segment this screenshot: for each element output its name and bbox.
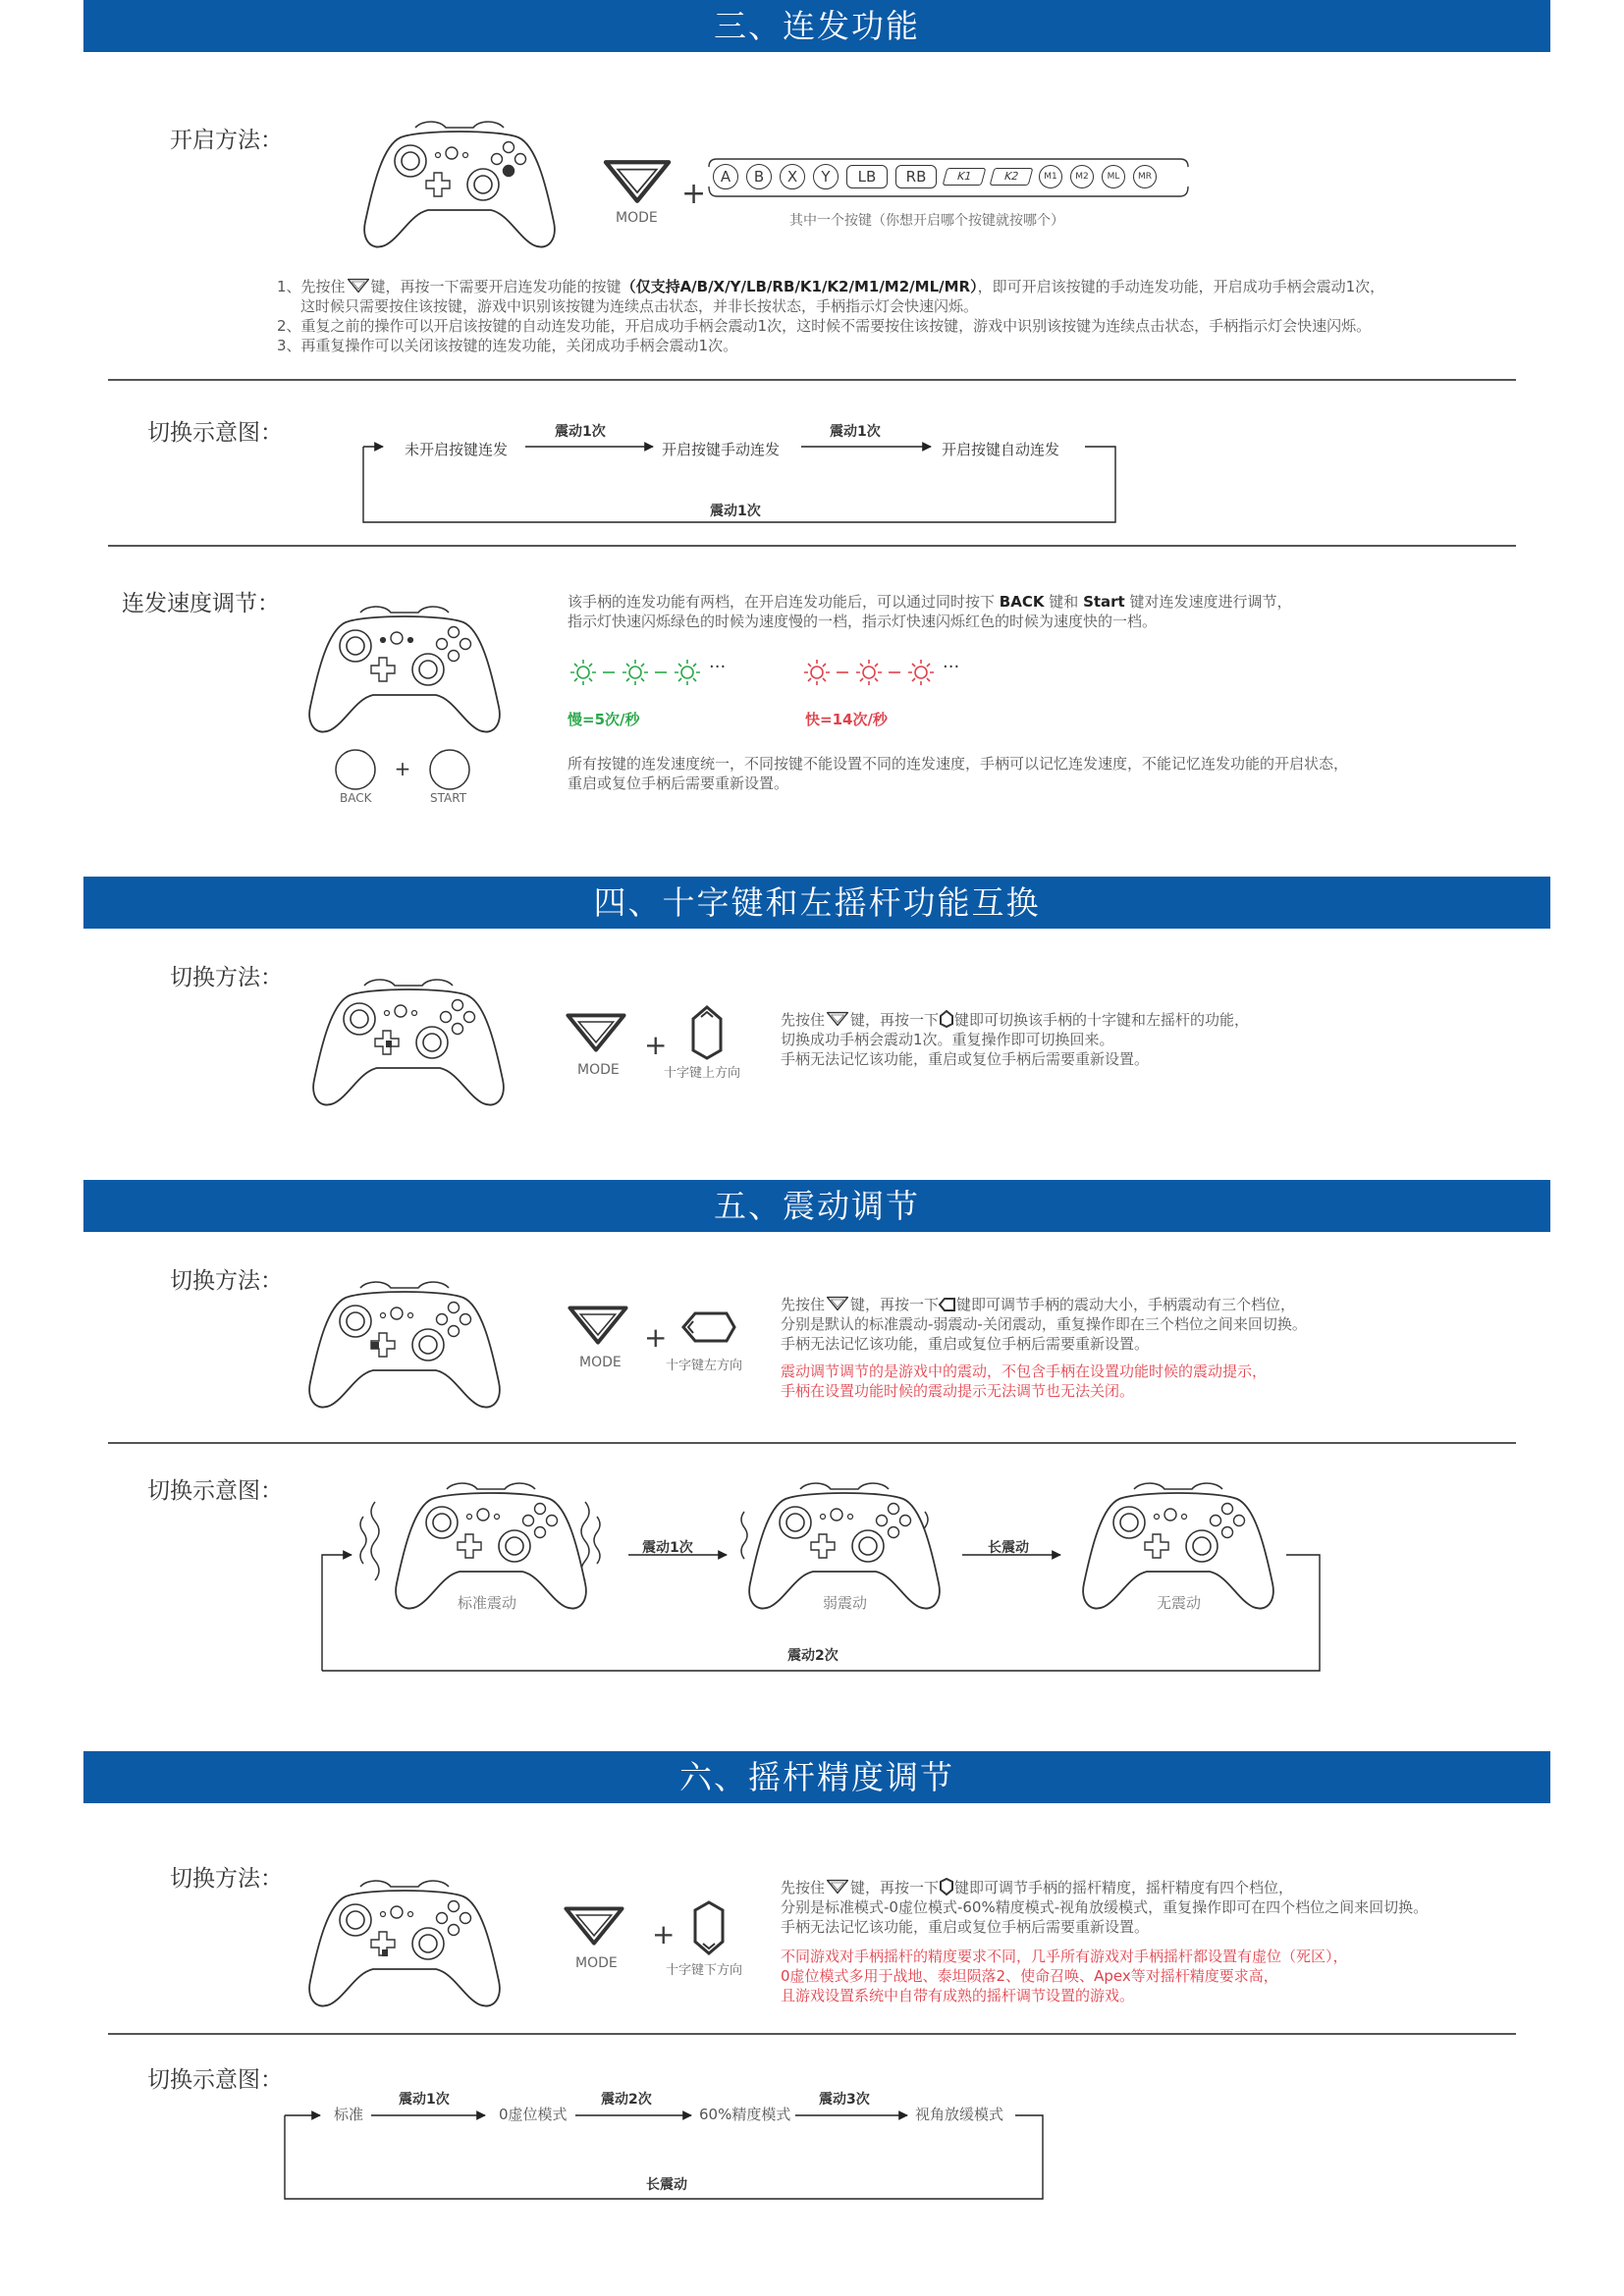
switch-diagram-label: 切换示意图： — [147, 1478, 283, 1504]
flow-state-manual: 开启按键手动连发 — [662, 441, 781, 458]
speed-text-start: Start — [1083, 593, 1125, 611]
mode-label: MODE — [616, 210, 658, 226]
button-k1-icon: K1 — [943, 168, 987, 186]
speed-text-b: 键和 — [1049, 593, 1079, 611]
buttons-caption: 其中一个按键（你想开启哪个按键就按哪个） — [789, 213, 1064, 229]
flow-arrow2-label: 震动1次 — [830, 424, 881, 440]
s4-text-e: 手柄无法记忆该功能，重启或复位手柄后需要重新设置。 — [781, 1050, 1150, 1068]
s4-text-d: 切换成功手柄会震动1次。重复操作即可切换回来。 — [781, 1031, 1114, 1048]
step1-a: 1、先按住 — [277, 278, 346, 295]
dpad-down-label: 十字键下方向 — [666, 1963, 743, 1978]
open-method-label: 开启方法： — [170, 128, 283, 153]
plus-sign: + — [644, 1029, 668, 1061]
dpad-down-icon-inline — [939, 1878, 954, 1896]
slow-speed-label: 慢=5次/秒 — [568, 711, 640, 728]
precision-state-0dz: 0虚位模式 — [499, 2106, 568, 2123]
precision-state-standard: 标准 — [334, 2106, 364, 2123]
s5-warning-1: 震动调节调节的是游戏中的震动，不包含手柄在设置功能时候的震动提示， — [781, 1362, 1268, 1380]
mode-icon — [562, 1904, 626, 1948]
red-dots: ··· — [943, 657, 960, 677]
s6-text-c: 键即可调节手柄的摇杆精度，摇杆精度有四个档位， — [954, 1879, 1294, 1896]
s5-text-c: 键即可调节手柄的震动大小，手柄震动有三个档位， — [956, 1296, 1296, 1313]
mode-icon-inline — [346, 278, 371, 294]
step2: 2、重复之前的操作可以开启该按键的自动连发功能，开启成功手柄会震动1次，这时候不需要按住该按键，游戏中识别该按键为连续点击状态，手柄指示灯会快速闪烁。 — [277, 317, 1372, 335]
s4-text-c: 键即可切换该手柄的十字键和左摇杆的功能， — [954, 1011, 1250, 1029]
speed-text-a: 该手柄的连发功能有两档，在开启连发功能后，可以通过同时按下 — [568, 593, 996, 611]
button-y-icon: Y — [813, 164, 839, 189]
speed-text-d: 指示灯快速闪烁绿色的时候为速度慢的一档，指示灯快速闪烁红色的时候为速度快的一档。 — [568, 613, 1158, 630]
s5-text-b: 键，再按一下 — [850, 1296, 940, 1313]
controller-illustration — [306, 601, 503, 738]
speed-note — [568, 754, 1348, 793]
section5-description — [781, 1295, 1307, 1401]
switch-diagram-label: 切换示意图： — [147, 2067, 283, 2093]
switch-method-label: 切换方法： — [170, 1268, 283, 1294]
section4-title: 四、十字键和左摇杆功能互换 — [83, 877, 1550, 929]
mode-icon-inline — [825, 1011, 850, 1027]
switch-method-label: 切换方法： — [170, 965, 283, 990]
s6-text-a: 先按住 — [781, 1879, 826, 1896]
section6-description — [781, 1878, 1428, 2005]
step1-c: ，即可开启该按键的手动连发功能，开启成功手柄会震动1次， — [977, 278, 1385, 295]
step1-d: 这时候只需要按住该按键，游戏中识别该按键为连续点击状态，并非长按状态，手柄指示灯会快速闪烁。 — [300, 297, 979, 315]
button-list — [713, 163, 1157, 190]
vib-state-standard: 标准震动 — [458, 1594, 517, 1612]
s5-text-e: 手柄无法记忆该功能，重启或复位手柄后需要重新设置。 — [781, 1335, 1150, 1353]
divider — [108, 379, 1516, 381]
step1-supported: （仅支持A/B/X/Y/LB/RB/K1/K2/M1/M2/ML/MR） — [621, 278, 978, 295]
button-b-icon: B — [746, 164, 772, 189]
s6-warning-1: 不同游戏对手柄摇杆的精度要求不同，几乎所有游戏对手柄摇杆都设置有虚位（死区）， — [781, 1948, 1348, 1965]
switch-diagram-label: 切换示意图： — [147, 420, 283, 446]
button-k2-icon: K2 — [990, 168, 1034, 186]
button-a-icon: A — [713, 164, 738, 189]
dpad-down-icon — [689, 1900, 729, 1955]
s5-warning-2: 手柄在设置功能时候的震动提示无法调节也无法关闭。 — [781, 1382, 1135, 1400]
precision-state-60: 60%精度模式 — [699, 2106, 791, 2123]
plus-sign: + — [644, 1321, 668, 1354]
s6-text-b: 键，再按一下 — [850, 1879, 940, 1896]
mode-icon — [564, 1011, 628, 1054]
controller-illustration — [306, 1875, 503, 2012]
button-ml-icon: ML — [1102, 165, 1125, 188]
vib-arrow2-label: 长震动 — [988, 1540, 1029, 1556]
controller-illustration — [310, 974, 507, 1111]
button-m1-icon: M1 — [1039, 165, 1062, 188]
mode-icon-inline — [825, 1879, 850, 1895]
back-label: BACK — [340, 791, 372, 805]
precision-arrow1-label: 震动1次 — [399, 2092, 450, 2108]
button-mr-icon: MR — [1133, 165, 1157, 188]
dpad-up-icon-inline — [939, 1010, 954, 1028]
controller-illustration — [361, 116, 558, 253]
section4-description — [781, 1010, 1249, 1069]
back-start-buttons — [332, 746, 479, 795]
divider — [108, 1442, 1516, 1444]
mode-label: MODE — [577, 1062, 620, 1078]
step1-b: 键，再按一下需要开启连发功能的按键 — [370, 278, 622, 295]
plus-sign: + — [681, 177, 707, 211]
precision-state-slow: 视角放缓模式 — [915, 2106, 1004, 2123]
svg-text:+: + — [394, 757, 411, 780]
s4-text-b: 键，再按一下 — [850, 1011, 940, 1029]
plus-sign: + — [652, 1918, 676, 1950]
speed-note-line1: 所有按键的连发速度统一，不同按键不能设置不同的连发速度，手柄可以记忆连发速度，不能记忆连发功能的开启状态， — [568, 755, 1349, 773]
dpad-up-label: 十字键上方向 — [664, 1066, 741, 1081]
precision-arrow3-label: 震动3次 — [819, 2092, 870, 2108]
divider — [108, 2033, 1516, 2035]
vib-state-weak: 弱震动 — [823, 1594, 868, 1612]
flow-back-label: 震动1次 — [710, 504, 761, 519]
step3: 3、再重复操作可以关闭该按键的连发功能，关闭成功手柄会震动1次。 — [277, 337, 738, 354]
flow-state-auto: 开启按键自动连发 — [942, 441, 1060, 458]
s6-text-d: 分别是标准模式-0虚位模式-60%精度模式-视角放缓模式，重复操作即可在四个档位之间来回切换。 — [781, 1898, 1429, 1916]
section5-title: 五、震动调节 — [83, 1180, 1550, 1232]
s6-warning-3: 且游戏设置系统中自带有成熟的摇杆调节设置的游戏。 — [781, 1987, 1135, 2004]
vib-arrow1-label: 震动1次 — [642, 1540, 693, 1556]
vib-state-none: 无震动 — [1157, 1594, 1202, 1612]
mode-icon-inline — [825, 1296, 850, 1311]
switch-method-label: 切换方法： — [170, 1866, 283, 1892]
button-m2-icon: M2 — [1070, 165, 1094, 188]
s4-text-a: 先按住 — [781, 1011, 826, 1029]
dpad-left-label: 十字键左方向 — [666, 1359, 743, 1373]
flow-state-off: 未开启按键连发 — [405, 441, 509, 458]
section6-title: 六、摇杆精度调节 — [83, 1751, 1550, 1803]
section3-steps — [277, 277, 1384, 355]
divider — [108, 545, 1516, 547]
s6-warning-2: 0虚位模式多用于战地、泰坦陨落2、使命召唤、Apex等对摇杆精度要求高， — [781, 1967, 1278, 1985]
mode-label: MODE — [579, 1355, 622, 1370]
dpad-left-icon-inline — [939, 1297, 956, 1312]
start-label: START — [430, 791, 467, 805]
mode-label: MODE — [575, 1955, 618, 1971]
section3-title: 三、连发功能 — [83, 0, 1550, 52]
mode-icon — [566, 1304, 630, 1347]
dpad-left-icon — [681, 1308, 736, 1347]
dpad-up-icon — [687, 1005, 727, 1060]
green-dots: ··· — [709, 657, 727, 677]
s5-text-a: 先按住 — [781, 1296, 826, 1313]
mode-icon — [601, 157, 674, 206]
s6-text-e: 手柄无法记忆该功能，重启或复位手柄后需要重新设置。 — [781, 1918, 1150, 1936]
speed-text-c: 键对连发速度进行调节， — [1129, 593, 1292, 611]
button-x-icon: X — [780, 164, 805, 189]
speed-description — [568, 592, 1292, 631]
vib-back-label: 震动2次 — [787, 1648, 839, 1664]
s5-text-d: 分别是默认的标准震动-弱震动-关闭震动，重复操作即在三个档位之间来回切换。 — [781, 1315, 1307, 1333]
speed-label: 连发速度调节： — [122, 591, 280, 616]
precision-arrow2-label: 震动2次 — [601, 2092, 652, 2108]
button-rb-icon: RB — [895, 165, 937, 188]
speed-text-back: BACK — [999, 593, 1045, 611]
controller-illustration — [306, 1276, 503, 1414]
precision-back-label: 长震动 — [646, 2177, 687, 2193]
fast-speed-label: 快=14次/秒 — [805, 711, 888, 728]
speed-note-line2: 重启或复位手柄后需要重新设置。 — [568, 774, 789, 792]
flow-arrow1-label: 震动1次 — [555, 424, 606, 440]
button-lb-icon: LB — [846, 165, 888, 188]
